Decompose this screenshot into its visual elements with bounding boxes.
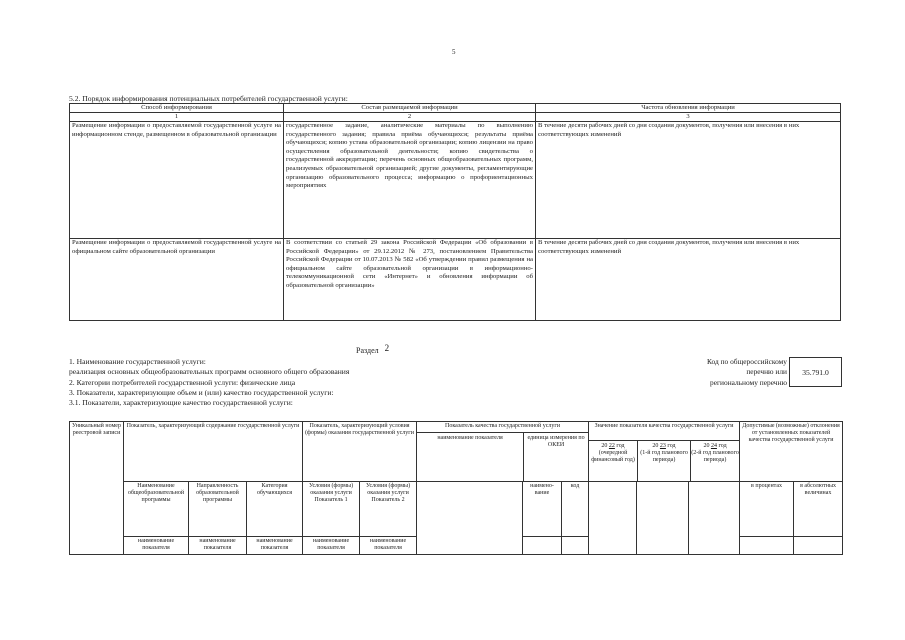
quality-indicators-heading: 3.1. Показатели, характеризующие качество государственной услуги: [69, 398, 293, 408]
row-method: Размещение информации о предоставляемой государственной услуге на информационном стенде, размещенном в образовательной организации [70, 122, 284, 239]
section-number: 2 [384, 343, 390, 353]
value-cell [689, 482, 740, 555]
unit-code-header: код [562, 482, 589, 537]
header-num-2: 2 [284, 113, 536, 122]
year-col: 20 24 год (2-й год планового периода) [691, 443, 739, 463]
name-label: наименование показателя [360, 537, 417, 555]
content-col-3: Категория обучающихся [247, 482, 303, 537]
header-frequency: Частота обновления информации [536, 104, 841, 113]
content-col-1: Наименование общеобразовательной программы [124, 482, 189, 537]
quality-indicator-header: Показатель качества государственной услуги наименование показателя единица измерения по ОКЕИ [417, 422, 589, 482]
unit-name-cell [523, 537, 562, 555]
page-number: 5 [452, 48, 456, 56]
section-heading [356, 345, 389, 355]
service-description [69, 357, 349, 408]
condition-col-1: Условия (формы) оказания услуги Показатель 1 [303, 482, 360, 537]
informing-table [69, 103, 841, 321]
conditions-indicator-header: Показатель, характеризующий условия (формы) оказания государственной услуги [303, 422, 417, 482]
table-row [70, 122, 841, 239]
table-row [70, 239, 841, 321]
row-frequency: В течение десяти рабочих дней со дня создания документов, получения или внесения в них соответствующих изменений [536, 122, 841, 239]
deviations-header: Допустимые (возможные) отклонения от установленных показателей качества государственной услуги [740, 422, 843, 482]
name-label: наименование показателя [247, 537, 303, 555]
section-label: Раздел [356, 346, 379, 355]
header-num-3: 3 [536, 113, 841, 122]
unit-okei-header: единица измерения по ОКЕИ [527, 435, 585, 448]
header-content: Состав размещаемой информации [284, 104, 536, 113]
registry-code-label: Код по общероссийскому перечню или региональному перечню [706, 357, 787, 387]
year-col: 20 22 год (очередной финансовый год) [589, 441, 638, 481]
indicator-name-header: наименование показателя [417, 433, 524, 481]
row-frequency: В течение десяти рабочих дней со дня создания документов, получения или внесения в них соответствующих изменений [536, 239, 841, 321]
name-label: наименование показателя [124, 537, 189, 555]
section-5-2-title: 5.2. Порядок информирования потенциальных потребителей государственной услуги: [69, 94, 348, 103]
unit-code-cell [562, 537, 589, 555]
quality-indicators-table [69, 421, 843, 555]
registry-code-box: 35.791.0 [789, 357, 842, 387]
deviation-absolute-header: в абсолютных величинах [794, 482, 843, 537]
row-content: В соответствии со статьей 29 закона Российской Федерации «Об образовании в Российской Федерации» от 29.12.2012 № 273, постановлением Правительства Российской Федерации от 10.07.2013 № 582 «Об утверждении правил размещения на официальном сайте образовательной организации в информационно-телекоммуникационной сети «Интернет» и обновления информации об образовательной организации» [284, 239, 536, 321]
row-method: Размещение информации о предоставляемой государственной услуге на официальном сайте образовательной организации [70, 239, 284, 321]
value-cell [589, 482, 637, 555]
condition-col-2: Условия (формы) оказания услуги Показатель 2 [360, 482, 417, 537]
name-label: наименование показателя [189, 537, 247, 555]
row-content: государственное задание, аналитические материалы по выполнению государственного задания; правила приёма обучающихся; результаты приёма обучающихся; копию устава образовательной организации; копию лицензии на право осуществления образовательной деятельности; копию свидетельства о государственной аккредитации; перечень основных общеобразовательных программ, реализуемых образовательной организацией; другие документы, регламентирующие организацию образовательного процесса; информацию о профориентационных мероприятиях [284, 122, 536, 239]
value-cell [637, 482, 689, 555]
service-name-label: 1. Наименование государственной услуги: [69, 357, 206, 366]
quality-value-header: Значение показателя качества государственной услуги 20 22 год (очередной финансовый год) 20 23 год (1-й год планового периода) 20 24 год (2-й год планового периода) [589, 422, 740, 482]
indicator-name-cell [417, 482, 523, 555]
content-col-2: Направленность образовательной программы [189, 482, 247, 537]
deviation-percent-header: в процентах [740, 482, 794, 537]
header-method: Способ информирования [70, 104, 284, 113]
unit-name-header: наимено-вание [523, 482, 562, 537]
consumer-category: 2. Категории потребителей государственной услуги: физические лица [69, 377, 296, 387]
year-col: 20 23 год (1-й год планового периода) [638, 441, 691, 481]
deviation-percent-cell [740, 537, 794, 555]
indicators-heading: 3. Показатели, характеризующие объем и (или) качество государственной услуги: [69, 387, 334, 397]
service-name: реализация основных общеобразовательных программ основного общего образования [69, 367, 350, 377]
name-label: наименование показателя [303, 537, 360, 555]
header-num-1: 1 [70, 113, 284, 122]
unique-number-header: Уникальный номер реестровой записи [70, 422, 124, 555]
content-indicator-header: Показатель, характеризующий содержание государственной услуги [124, 422, 303, 482]
deviation-absolute-cell [794, 537, 843, 555]
